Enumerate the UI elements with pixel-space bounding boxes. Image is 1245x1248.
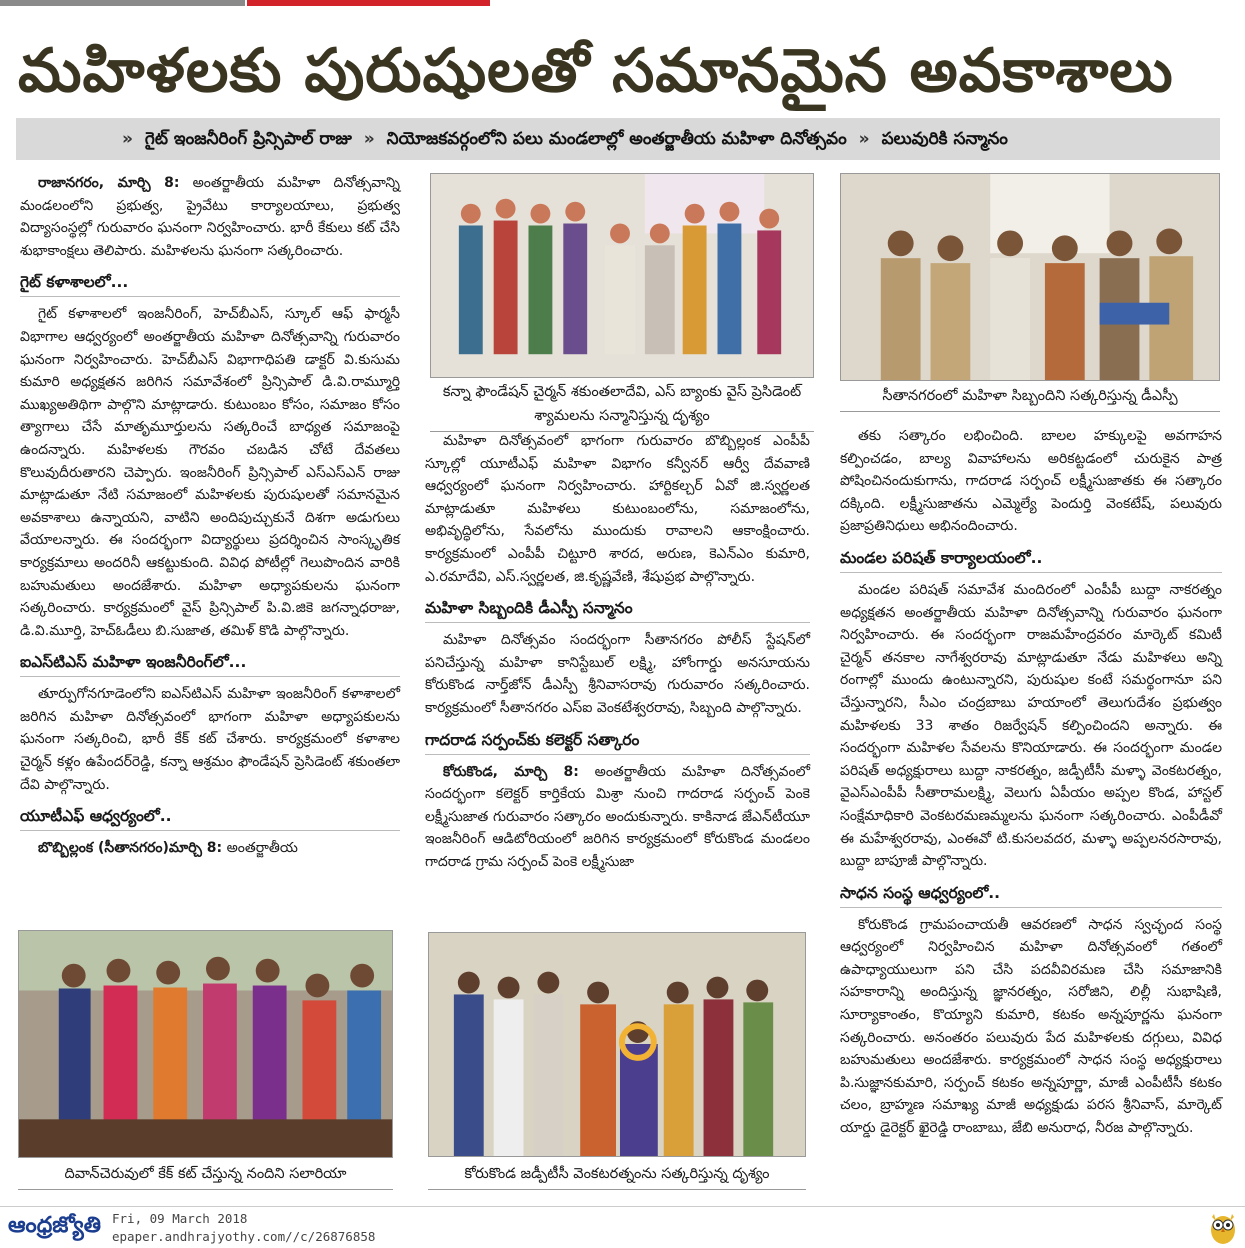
section-heading: మండల పరిషత్ కార్యాలయంలో.. [840,546,1222,573]
photo-caption: కోరుకొండ జడ్పీటీసీ వెంకటరత్నంను సత్కరిస్తున్న దృశ్యం [428,1162,806,1190]
photo-cake-cutting [18,930,393,1158]
section-heading: సాధన సంస్థ ఆధ్వర్యంలో.. [840,881,1222,908]
top-bar-red [247,0,490,6]
epaper-link[interactable]: epaper.andhrajyothy.com//c/26876858 [112,1229,376,1244]
photo-caption: కన్నా ఫౌండేషన్ చైర్మన్ శకుంతలాదేవి, ఎస్ బ్యాంకు వైస్ ప్రెసిడెంట్ శ్యామలను సన్మానిస్తున్న దృశ్యం [430,380,814,432]
publication-logo: ఆంధ్రజ్యోతి [8,1213,101,1238]
photo-scene [429,933,805,1156]
article-column-3 [840,425,1222,1200]
paragraph: గైట్ కళాశాలలో ఇంజనీరింగ్, హెచ్‌బీఎస్, స్కూల్ ఆఫ్ ఫార్మసీ విభాగాల ఆధ్వర్యంలో అంతర్జాతీయ మహిళా దినోత్సవాన్ని గురువారం ఘనంగా నిర్వహించారు. హెచ్‌బీఎస్ విభాగాధిపతి డాక్టర్ వి.కుసుమ కుమారి అధ్యక్షతన జరిగిన సమావేశంలో ప్రిన్సిపాల్ డి.వి.రామ్మూర్తి ముఖ్యఅతిథిగా పాల్గొని మాట్లాడారు. కుటుంబం కోసం, సమాజం కోసం త్యాగాలు చేసే మాతృమూర్తులను సత్కరించే బాధ్యత సమాజంపై ఉందన్నారు. మహిళలకు గౌరవం చబడిన చోటే దేవతలు కొలువుదీరుతారని చెప్పారు. ఇంజనీరింగ్ ప్రిన్సిపాల్ ఎస్ఎస్ఎన్ రాజు మాట్లాడుతూ నేటి సమాజంలో మహిళలకు పురుషులతో సమానమైన అవకాశాలు ఉన్నాయని, వాటిని అందిపుచ్చుకునే దిశగా అడుగులు వేయాలన్నారు. ఈ సందర్భంగా విద్యార్థులు ప్రదర్శించిన సాంస్కృతిక కార్యక్రమాలు అందరినీ ఆకట్టుకుంది. వివిధ పోటీల్లో గెలుపొందిన వారికి బహుమతులు అందజేశారు. మహిళా అధ్యాపకులను ఘనంగా సత్కరించారు. కార్యక్రమంలో వైస్ ప్రిన్సిపాల్ పి.వి.జికె జగన్నాధరాజు, డి.వి.మూర్తి, హెచ్‌ఓడీలు బి.సుజాత, తమిళ్ కొడి పాల్గొన్నారు. [20,306,400,639]
subhead-separator: » [363,129,375,149]
section-heading: యూటీఎఫ్ ఆధ్వర్యంలో.. [20,804,400,831]
edition-date: Fri, 09 March 2018 [112,1211,248,1226]
subhead-2: నియోజకవర్గంలోని పలు మండలాల్లో అంతర్జాతీయ మహిళా దినోత్సవం [386,129,847,149]
dateline: బొబ్బిల్లంక (సీతానగరం)మార్చి 8: [38,840,223,857]
photo-scene [431,174,813,377]
dateline: కోరుకొండ, మార్చి 8: [443,763,579,780]
paragraph: మహిళా దినోత్సవం సందర్భంగా సీతానగరం పోలీస్ స్టేషన్‌లో పనిచేస్తున్న మహిళా కానిస్టేబుల్ లక్ష్మి, హోంగార్డు అనసూయను కోరుకొండ నార్త్‌జోన్ డీఎస్పీ శ్రీనివాసరావు గురువారం సత్కరించారు. కార్యక్రమంలో సీతానగరం ఎస్ఐ వెంకటేశ్వరరావు, సిబ్బంది పాల్గొన్నారు. [425,632,810,716]
section-heading: ఐఎస్‌టిఎస్ మహిళా ఇంజనీరింగ్‌లో... [20,650,400,677]
paragraph [20,172,400,262]
footer [0,1206,1245,1248]
photo-felicitation-group [430,173,814,378]
section-heading: గైట్ కళాశాలలో... [20,270,400,297]
article-column-2 [425,430,811,870]
dateline: రాజానగరం, మార్చి 8: [38,175,180,191]
section-heading: గాదరాడ సర్పంచ్‌కు కలెక్టర్ సత్కారం [425,728,810,755]
photo-zptc-felicitation [428,932,806,1157]
paragraph: తూర్పుగోనగూడెంలోని ఐఎస్‌టిఎస్ మహిళా ఇంజనీరింగ్ కళాశాలలో జరిగిన మహిళా దినోత్సవంలో భాగంగా మహిళా అధ్యాపకులను ఘనంగా సత్కరించి, భారీ కేక్ కట్ చేశారు. కార్యక్రమంలో కళాశాల చైర్మన్ కళ్లం ఉపేందర్‌రెడ్డి, కన్నా ఆశ్రమం ఫౌండేషన్ ప్రెసిడెంట్ శకుంతలా దేవి పాల్గొన్నారు. [20,686,400,793]
top-color-bar [0,0,1245,8]
paragraph-text: అంతర్జాతీయ మహిళా దినోత్సవాన్ని మండలంలోని ప్రభుత్వ, ప్రైవేటు కార్యాలయాలు, ప్రభుత్వ విద్యాసంస్థల్లో గురువారం ఘనంగా నిర్వహించారు. భారీ కేకులు కట్ చేసి శుభాకాంక్షలు తెలిపారు. మహిళలను ఘనంగా సత్కరించారు. [20,175,401,259]
paragraph [20,837,400,860]
article-column-1 [20,172,400,892]
subhead-separator: » [122,129,133,149]
section-heading: మహిళా సిబ్బందికి డీఎస్పీ సన్మానం [425,596,810,623]
photo-scene [841,174,1219,380]
photo-caption: సీతానగరంలో మహిళా సిబ్బందిని సత్కరిస్తున్న డీఎస్పీ [840,384,1220,412]
paragraph [425,761,810,874]
top-bar-grey [0,0,245,6]
subhead-3: పలువురికి సన్మానం [881,129,1008,149]
subheadline-bar [16,118,1220,160]
subhead-separator: » [858,129,870,149]
photo-scene [19,931,392,1157]
headline: మహిళలకు పురుషులతో సమానమైన అవకాశాలు [18,36,1174,106]
photo-dsp-felicitation [840,173,1220,381]
paragraph: మండల పరిషత్ సమావేశ మందిరంలో ఎంపీపీ బుద్దా నాకరత్నం అధ్యక్షతన అంతర్జాతీయ మహిళా దినోత్సవాన్ని గురువారం ఘనంగా నిర్వహించారు. ఈ సందర్భంగా రాజమహేంద్రవరం మార్కెట్ కమిటీ చైర్మన్ తనకాల నాగేశ్వరరావు మాట్లాడుతూ నేడు మహిళలు అన్ని రంగాల్లో ముందు ఉంటున్నారని, పురుషుల కంటే సమర్థంగానూ పని చేస్తున్నారని, సీఎం చంద్రబాబు హయాంలో తెలుగుదేశం ప్రభుత్వం మహిళలకు 33 శాతం రిజర్వేషన్ కల్పించిందని అన్నారు. ఈ సందర్భంగా మహిళల సేవలను కొనియాడారు. ఈ సందర్భంగా మండల పరిషత్ అధ్యక్షురాలు బుద్దా నాకరత్నం, జడ్పీటీసీ మళ్ళా వెంకటరత్నం, వైఎస్ఎంపీపీ సీతారామలక్ష్మి, వెలుగు ఏపీయం అప్పల కొండ, హాస్టల్ సంక్షేమాధికారి వెంకటరమణమ్మలను ఘనంగా సత్కరించారు. ఎంపీడీవో ఈ మహేశ్వరరావు, ఎంఈవో టి.కుసలవదర, మళ్ళా అప్పలనరసారావు, బుద్దా బాపూజీ పాల్గొన్నారు. [840,581,1222,870]
paragraph-text: అంతర్జాతీయ మహిళా దినోత్సవంలో సందర్భంగా కలెక్టర్ కార్తికేయ మిశ్రా నుంచి గాదరాడ సర్పంచ్ పెంకె లక్ష్మీసుజాత గురువారం సత్కారం అందుకున్నారు. కాకినాడ జేఎన్‌టీయూ ఇంజనీరింగ్ ఆడిటోరియంలో జరిగిన కార్యక్రమంలో కోరుకొండ మండలం గాదరాడ గ్రామ సర్పంచ్ పెంకె లక్ష్మీసుజా [425,763,811,870]
paragraph: మహిళా దినోత్సవంలో భాగంగా గురువారం బొబ్బిల్లంక ఎంపీపీ స్కూల్లో యూటీఎఫ్ మహిళా విభాగం కన్వీనర్ ఆర్వీ దేవవాణి ఆధ్వర్యంలో ఘనంగా నిర్వహించారు. హార్టికల్చర్ ఏవో జి.స్వర్ణలత మాట్లాడుతూ మహిళలు కుటుంబంలోను, సమాజంలోను, అభివృద్ధిలోను, సేవలోను ముందుకు రావాలని ఆకాంక్షించారు. కార్యక్రమంలో ఎంపీపీ చిట్టూరి శారద, అరుణ, కెఎన్ఎం కుమారి, ఎ.రమాదేవి, ఎస్.స్వర్ణలత, జి.కృష్ణవేణి, శేషుప్రభ పాల్గొన్నారు. [425,433,810,585]
photo-caption: దివాన్‌చెరువులో కేక్ కట్ చేస్తున్న నందిని సలారియా [18,1162,393,1190]
paragraph: కోరుకొండ గ్రామపంచాయతీ ఆవరణలో సాధన స్వచ్ఛంద సంస్థ ఆధ్వర్యంలో నిర్వహించిన మహిళా దినోత్సవంలో గతంలో ఉపాధ్యాయులుగా పని చేసి పదవీవిరమణ చేసి సమాజానికి సహకారాన్ని అందిస్తున్న జ్ఞానరత్నం, సరోజిని, లిల్లీ సుభాషిణి, సూర్యాకాంతం, కొయ్యాని కుమారి, కటకం అన్నపూర్ణను ఘనంగా సత్కరించారు. అనంతరం పలువురు పేద మహిళలకు దగ్గులు, వివిధ బహుమతులు అందజేశారు. కార్యక్రమంలో సాధన సంస్థ అధ్యక్షురాలు పి.సుజ్ఞానకుమారి, సర్పంచ్ కటకం అన్నపూర్ణా, మాజీ ఎంపీటీసీ కటకం చలం, బ్రాహ్మణ సమాఖ్య మాజీ అధ్యక్షుడు పరస శ్రీనివాస్, మార్కెట్ యార్డు డైరెక్టర్ ఖైరెడ్డి రాంబాబు, జేబి అనురాధ, నీరజ పాల్గొన్నారు. [840,916,1222,1137]
subhead-1: గైట్ ఇంజనీరింగ్ ప్రిన్సిపాల్ రాజు [144,129,352,149]
paragraph-text: అంతర్జాతీయ [226,840,298,857]
paragraph: తకు సత్కారం లభించింది. బాలల హక్కులపై అవగాహన కల్పించడం, బాల్య వివాహాలను అరికట్టడంలో చురుకైన పాత్ర పోషించినందుకుగాను, గాదరాడ సర్పంచ్ లక్ష్మీసుజాతకు ఈ సత్కారం దక్కింది. లక్ష్మీసుజాతను ఎమ్మెల్యే పెందుర్తి వెంకటేష్, పలువురు ప్రజాప్రతినిధులు అభినందించారు. [840,428,1222,535]
owl-icon [1208,1211,1238,1245]
